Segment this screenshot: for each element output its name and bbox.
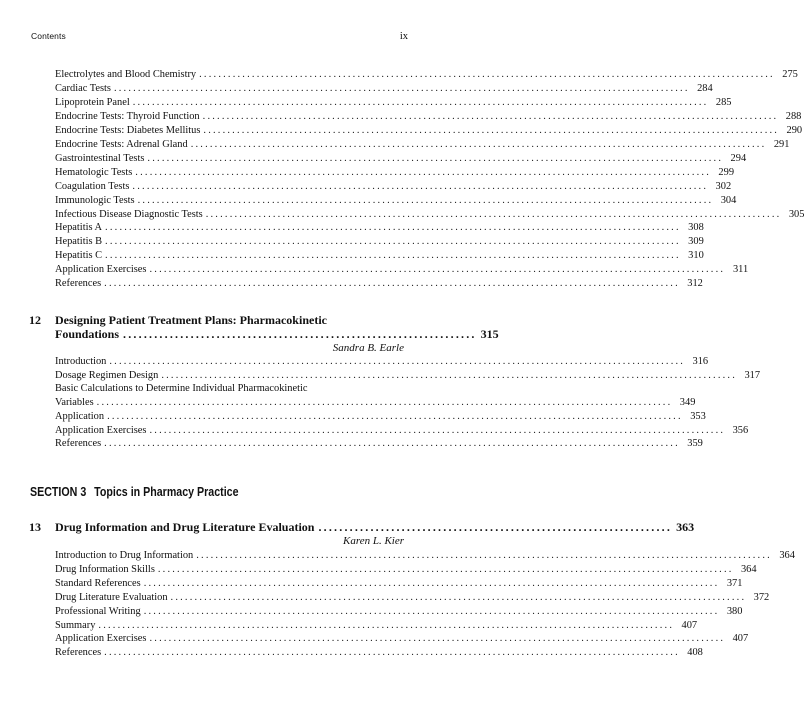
chapter-number: 13 [29,520,41,534]
chapter-page: 363 [676,520,695,534]
chapter-title-line2: Foundations [55,327,120,341]
toc-entry-page: 408 [687,647,703,659]
toc-entry-title: References [55,647,102,659]
toc-entry-title: References [55,438,102,450]
dot-leader: ........................................................................................................................ [135,166,712,178]
toc-entry-title: Application Exercises [55,264,147,276]
toc-entry-page: 380 [726,605,743,617]
toc-entry-title: Dosage Regimen Design [55,369,159,381]
toc-entry[interactable] [55,369,761,382]
toc-entry-page: 284 [697,82,713,94]
chapter-title-text: Drug Information and Drug Literature Evaluation [55,520,315,534]
running-head [31,31,408,45]
dot-leader: ........................................................................................................................ [137,194,714,206]
dot-leader: ........................................................................................................................ [170,591,747,603]
toc-entry-page: 288 [785,110,802,122]
dot-leader: .................................................................... [123,327,477,341]
dot-leader: ........................................................................................................................ [96,397,673,408]
toc-entry-page: 304 [720,194,737,206]
chapter-title[interactable] [55,520,695,535]
dot-leader: ........................................................................................................................ [203,124,780,136]
toc-entry[interactable] [55,619,698,632]
toc-entry-wrapped[interactable]: Basic Calculations to Determine Individual Pharmacokinetic [55,383,308,394]
running-head-title: Contents [31,31,66,41]
toc-entry-page: 290 [786,124,803,136]
toc-entry-page: 353 [690,410,706,422]
toc-entry[interactable] [55,110,802,123]
toc-entry-page: 316 [692,356,709,367]
toc-entry-page: 310 [688,250,704,262]
toc-entry-title: Introduction to Drug Information [55,550,194,561]
dot-leader: ........................................................................................................................ [107,410,683,422]
toc-entry-title: Variables [55,397,94,408]
toc-entry-title: Drug Information Skills [55,563,155,575]
toc-entry[interactable] [55,263,749,276]
toc-entry[interactable] [55,396,696,409]
toc-entry[interactable] [55,549,795,562]
toc-entry-title: References [55,278,102,290]
section-heading [30,484,239,500]
toc-entry-title: Electrolytes and Blood Chemistry [55,69,197,80]
toc-entry-title: Hepatitis C [55,250,103,262]
toc-entry-page: 364 [740,563,757,575]
page-number: ix [399,31,408,42]
toc-entry-page: 299 [718,166,735,178]
toc-entry-page: 312 [687,278,703,290]
toc-entry-title: Lipoprotein Panel [55,96,130,108]
dot-leader: ........................................................................................................................ [161,369,738,381]
dot-leader: ........................................................................................................................ [199,69,775,80]
toc-entry[interactable] [55,277,703,290]
toc-entry-title: Standard References [55,577,141,589]
toc-entry-title: Professional Writing [55,605,141,617]
toc-entry-title: Summary [55,619,96,631]
dot-leader: .................................................................... [318,520,673,534]
toc-entry[interactable] [55,96,732,109]
toc-entry[interactable] [55,424,749,437]
dot-leader: ........................................................................................................................ [105,236,681,248]
toc-entry-title: Hematologic Tests [55,166,133,178]
toc-entry-title: Gastrointestinal Tests [55,152,145,164]
toc-entry-title: Endocrine Tests: Adrenal Gland [55,138,188,150]
toc-entry-title: Application Exercises [55,424,147,436]
toc-entry-title: Endocrine Tests: Diabetes Mellitus [55,124,201,136]
toc-entry[interactable] [55,166,735,179]
dot-leader: ........................................................................................................................ [98,619,675,631]
toc-entry[interactable] [55,632,749,645]
toc-entry-page: 285 [715,96,732,108]
toc-entry[interactable] [55,605,743,618]
toc-entry[interactable] [55,180,732,193]
toc-entry-page: 291 [773,138,790,150]
toc-entry-page: 407 [732,633,749,645]
dot-leader: ........................................................................................................................ [202,110,779,122]
toc-entry[interactable] [55,68,798,81]
toc-entry-page: 317 [744,369,761,381]
dot-leader: ........................................................................................................................ [104,438,680,450]
dot-leader: ........................................................................................................................ [113,82,690,94]
toc-entry[interactable] [55,646,703,659]
toc-entry[interactable] [55,208,804,221]
toc-entry[interactable] [55,249,704,262]
dot-leader: ........................................................................................................................ [143,605,720,617]
toc-entry-title: Hepatitis B [55,236,103,248]
section-title: Topics in Pharmacy Practice [94,484,239,499]
dot-leader: ........................................................................................................................ [105,250,681,262]
toc-entry-page: 309 [688,236,704,248]
toc-entry-title: Immunologic Tests [55,194,135,206]
toc-entry-title: Application [55,410,105,422]
toc-entry-title: Cardiac Tests [55,82,111,94]
toc-entry-title: Hepatitis A [55,222,103,234]
dot-leader: ........................................................................................................................ [196,550,772,561]
toc-entry-page: 371 [726,577,743,589]
toc-entry[interactable] [55,591,770,604]
chapter-page: 315 [480,327,499,341]
toc-entry[interactable] [55,124,803,137]
toc-entry-page: 407 [681,619,698,631]
toc-entry-title: Introduction [55,356,107,367]
toc-entry-title: Endocrine Tests: Thyroid Function [55,110,200,122]
toc-entry-page: 294 [730,152,747,164]
toc-entry[interactable] [55,437,703,450]
toc-entry[interactable] [55,355,709,368]
section-number: SECTION 3 [30,484,87,499]
toc-entry[interactable] [55,194,737,207]
dot-leader: ........................................................................................................................ [132,96,709,108]
dot-leader: ........................................................................................................................ [104,278,680,290]
dot-leader: ........................................................................................................................ [149,424,726,436]
toc-entry-title: Infectious Disease Diagnostic Tests [55,208,203,220]
dot-leader: ........................................................................................................................ [132,180,709,192]
toc-entry[interactable] [55,410,706,423]
toc-entry[interactable] [55,82,713,95]
dot-leader: ........................................................................................................................ [190,138,767,150]
toc-entry[interactable] [55,138,790,151]
dot-leader: ........................................................................................................................ [104,647,680,659]
toc-entry-title: Application Exercises [55,633,147,645]
toc-entry[interactable] [55,221,704,234]
toc-entry-page: 356 [732,424,749,436]
toc-entry-page: 275 [782,69,798,80]
toc-entry-page: 372 [753,591,770,603]
toc-entry-title: Drug Literature Evaluation [55,591,168,603]
toc-entry-page: 364 [779,550,795,561]
toc-entry-page: 311 [732,264,749,276]
chapter-author: Sandra B. Earle [332,342,404,354]
chapter-author: Karen L. Kier [342,535,404,547]
dot-leader: ........................................................................................................................ [105,222,681,234]
toc-entry-page: 308 [688,222,704,234]
dot-leader: ........................................................................................................................ [147,152,724,164]
toc-entry-page: 349 [679,397,696,408]
toc-entry[interactable] [55,577,743,590]
dot-leader: ........................................................................................................................ [143,577,720,589]
toc-entry[interactable] [55,563,757,576]
chapter-title-continued[interactable] [55,327,499,342]
toc-entry-page: 359 [687,438,703,450]
toc-entry[interactable] [55,152,747,165]
dot-leader: ........................................................................................................................ [205,208,782,220]
dot-leader: ........................................................................................................................ [149,264,726,276]
dot-leader: ........................................................................................................................ [109,356,686,367]
dot-leader: ........................................................................................................................ [157,563,734,575]
dot-leader: ........................................................................................................................ [149,633,726,645]
toc-entry-page: 302 [715,180,732,192]
chapter-title[interactable]: Designing Patient Treatment Plans: Pharmacokinetic [55,313,327,327]
toc-entry[interactable] [55,235,704,248]
toc-entry-title: Coagulation Tests [55,180,130,192]
toc-entry-page: 305 [788,208,804,220]
chapter-number: 12 [29,313,41,327]
